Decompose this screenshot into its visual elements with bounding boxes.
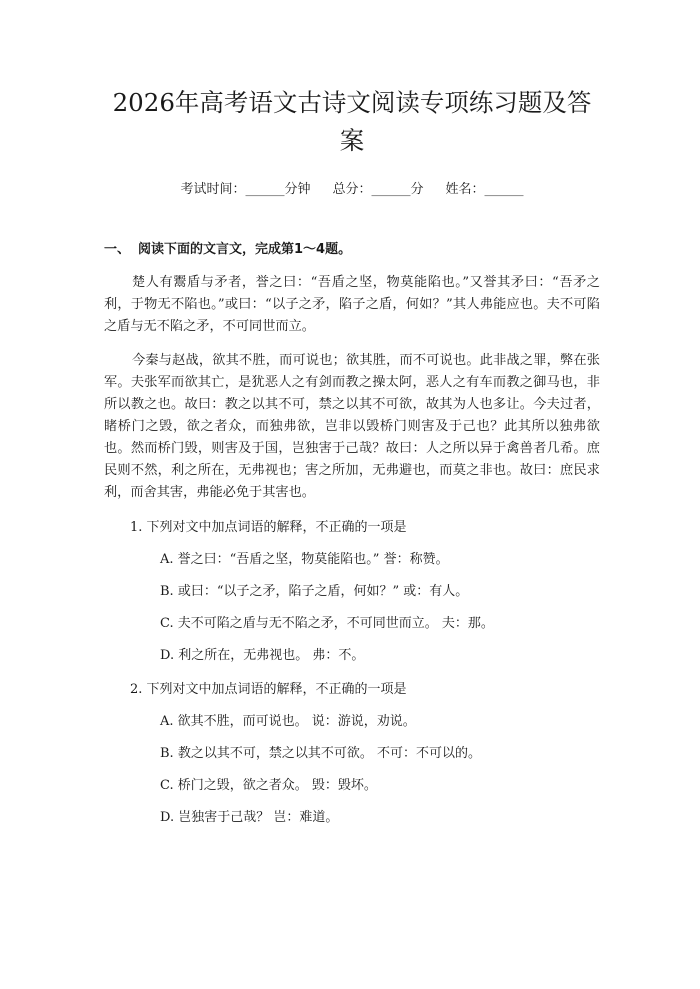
section-number: 一、 [104, 242, 131, 257]
total-score-field: 总分：______分 [332, 182, 424, 197]
exam-time-field: 考试时间：______分钟 [180, 182, 311, 197]
section-heading [104, 240, 600, 260]
question-1-option-d: D. 利之所在，无弗视也。 弗：不。 [160, 648, 365, 663]
question-2-option-a: A. 欲其不胜，而可说也。 说：游说，劝说。 [160, 714, 416, 729]
student-name-field: 姓名：______ [445, 182, 524, 197]
question-1-option-b: B. 或曰：“以子之矛，陷子之盾，何如？” 或：有人。 [160, 584, 469, 599]
question-1-option-a: A. 誉之曰：“吾盾之坚，物莫能陷也。” 誉：称赞。 [160, 552, 449, 567]
question-2-option-d: D. 岂独害于己哉？ 岂：难道。 [160, 810, 339, 825]
question-2-option-c: C. 桥门之毁，欲之者众。 毁：毁坏。 [160, 778, 377, 793]
document-title: 2026年高考语文古诗文阅读专项练习题及答案 [112, 88, 592, 155]
question-1-stem: 1. 下列对文中加点词语的解释，不正确的一项是 [130, 520, 407, 535]
passage-paragraph-1: 楚人有鬻盾与矛者，誉之曰：“吾盾之坚，物莫能陷也。”又誉其矛曰：“吾矛之利，于物无不陷也。”或曰：“以子之矛，陷子之盾，何如？”其人弗能应也。夫不可陷之盾与无不陷之矛，不可同世而立。 [104, 275, 600, 334]
document-page [0, 84, 700, 989]
question-1-option-c: C. 夫不可陷之盾与无不陷之矛，不可同世而立。 夫：那。 [160, 616, 494, 631]
question-2-stem: 2. 下列对文中加点词语的解释，不正确的一项是 [130, 682, 407, 697]
exam-info-line [104, 180, 600, 200]
question-2-option-b: B. 教之以其不可，禁之以其不可欲。 不可：不可以的。 [160, 746, 481, 761]
passage-paragraph-2: 今秦与赵战，欲其不胜，而可说也；欲其胜，而不可说也。此非战之罪，弊在张军。夫张军而欲其亡，是犹恶人之有剑而教之操太阿，恶人之有车而教之御马也，非所以教之也。故曰：教之以其不可，禁之以其不可欲，故其为人也多让。今夫过者，睹桥门之毁，欲之者众，而独弗欲，岂非以毁桥门则害及于己也？此其所以独弗欲也。然而桥门毁，则害及于国，岂独害于己哉？故曰：人之所以异于禽兽者几希。庶民则不然，利之所在，无弗视也；害之所加，无弗避也，而莫之非也。故曰：庶民求利，而舍其害，弗能必免于其害也。 [104, 353, 600, 500]
section-instruction: 阅读下面的文言文，完成第1～4题。 [138, 242, 352, 257]
